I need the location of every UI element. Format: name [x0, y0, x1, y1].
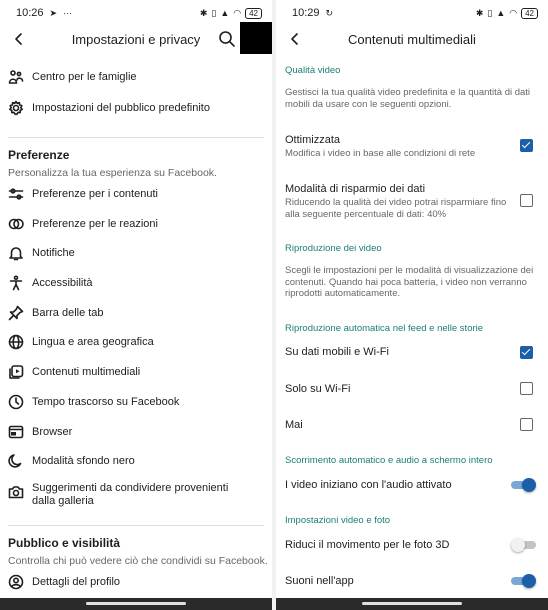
autoplay-wifi-only-checkbox[interactable]	[520, 382, 533, 395]
wifi-icon: ◠	[233, 7, 242, 18]
menu-item-label: Tempo trascorso su Facebook	[32, 395, 180, 408]
menu-item-label: Preferenze per le reazioni	[32, 217, 158, 230]
app-bar	[276, 26, 548, 52]
autoplay-option-label: Su dati mobili e Wi-Fi	[285, 346, 389, 358]
menu-item-sharing-suggestions[interactable]	[0, 480, 272, 510]
section-subtitle-audience: Controlla chi può vedere ciò che condividi su Facebook.	[8, 555, 268, 567]
menu-item-label: Notifiche	[32, 246, 75, 259]
sliders-icon	[7, 185, 25, 203]
section-title-fullscreen: Scorrimento automatico e audio a schermo intero	[285, 455, 493, 466]
option-optimized-title: Ottimizzata	[285, 134, 341, 146]
accessibility-icon	[7, 274, 25, 292]
section-description-video-quality: Gestisci la tua qualità video predefinita e la quantità di dati mobili da usare con le seguenti opzioni.	[285, 87, 531, 110]
gear-icon	[7, 99, 25, 117]
globe-icon	[7, 333, 25, 351]
menu-item-browser[interactable]	[0, 421, 272, 443]
menu-item-default-audience[interactable]	[0, 97, 272, 119]
vibrate-icon: ▯	[487, 7, 493, 18]
menu-item-label: Barra delle tab	[32, 306, 104, 319]
wifi-icon: ◠	[509, 7, 518, 18]
signal-icon: ▲	[496, 8, 506, 18]
app-bar	[0, 26, 272, 52]
pin-icon	[7, 304, 25, 322]
reduce-motion-toggle[interactable]	[511, 539, 536, 551]
autoplay-option-label: Mai	[285, 419, 303, 431]
section-title-preferences: Preferenze	[8, 148, 70, 162]
home-gesture-bar[interactable]	[362, 602, 462, 605]
section-divider	[8, 137, 264, 138]
more-dots-icon: ···	[63, 8, 73, 18]
browser-icon	[7, 423, 25, 441]
menu-item-family-center[interactable]	[0, 66, 272, 88]
data-saver-checkbox[interactable]	[520, 194, 533, 207]
family-icon	[7, 68, 25, 86]
bell-icon	[7, 244, 25, 262]
sound-on-toggle[interactable]	[511, 479, 536, 491]
menu-item-label: Contenuti multimediali	[32, 365, 141, 378]
menu-item-profile-details[interactable]	[0, 571, 272, 593]
status-bar	[0, 0, 272, 26]
status-time: 10:26	[16, 7, 44, 19]
settings-privacy-screen	[0, 0, 272, 610]
section-title-video-photo: Impostazioni video e foto	[285, 515, 391, 526]
sound-on-label: I video iniziano con l'audio attivato	[285, 479, 452, 491]
section-subtitle-preferences: Personalizza la tua esperienza su Facebook.	[8, 167, 217, 179]
menu-item-label: Lingua e area geografica	[32, 335, 154, 348]
menu-item-label: Preferenze per i contenuti	[32, 187, 158, 200]
menu-item-label: Impostazioni del pubblico predefinito	[32, 101, 210, 114]
status-bar	[276, 0, 548, 26]
telegram-icon: ➤	[49, 7, 58, 18]
status-time: 10:29	[292, 7, 320, 19]
menu-item-accessibility[interactable]	[0, 272, 272, 294]
redacted-area	[240, 22, 272, 54]
menu-item-language-region[interactable]	[0, 331, 272, 353]
media-icon	[7, 363, 25, 381]
menu-item-label: Modalità sfondo nero	[32, 454, 135, 467]
sync-icon: ↻	[325, 7, 334, 18]
section-title-audience: Pubblico e visibilità	[8, 536, 121, 550]
menu-item-tab-bar[interactable]	[0, 302, 272, 324]
menu-item-reaction-preferences[interactable]	[0, 213, 272, 235]
section-title-autoplay: Riproduzione automatica nel feed e nelle storie	[285, 323, 484, 334]
home-gesture-bar[interactable]	[86, 602, 186, 605]
bluetooth-icon: ✱	[475, 7, 484, 18]
menu-item-label: Centro per le famiglie	[32, 70, 137, 83]
system-nav-bar	[276, 598, 548, 610]
vibrate-icon: ▯	[211, 7, 217, 18]
section-divider	[8, 525, 264, 526]
autoplay-never-checkbox[interactable]	[520, 418, 533, 431]
menu-item-label: Accessibilità	[32, 276, 93, 289]
option-optimized-subtitle: Modifica i video in base alle condizioni di rete	[285, 148, 476, 159]
menu-item-media[interactable]	[0, 361, 272, 383]
media-settings-screen	[276, 0, 548, 610]
section-title-video-quality: Qualità video	[285, 65, 341, 76]
menu-item-content-preferences[interactable]	[0, 183, 272, 205]
profile-icon	[7, 573, 25, 591]
section-title-playback: Riproduzione dei video	[285, 243, 382, 254]
in-app-sounds-label: Suoni nell'app	[285, 575, 354, 587]
reaction-icon	[7, 215, 25, 233]
autoplay-mobile-wifi-checkbox[interactable]	[520, 346, 533, 359]
battery-indicator: 42	[521, 8, 538, 19]
camera-icon	[7, 483, 25, 501]
signal-icon: ▲	[220, 8, 230, 18]
system-nav-bar	[0, 598, 272, 610]
back-arrow-icon[interactable]	[284, 28, 306, 50]
section-description-playback: Scegli le impostazioni per le modalità di visualizzazione dei contenuti. Quando hai poca batteria, i video non verranno riprodotti automaticamente.	[285, 265, 534, 299]
menu-item-label: Dettagli del profilo	[32, 575, 121, 588]
menu-item-label: Suggerimenti da condividere provenienti dalla galleria	[32, 482, 229, 507]
back-arrow-icon[interactable]	[8, 28, 30, 50]
bluetooth-icon: ✱	[199, 7, 208, 18]
option-data-saver-subtitle: Riducendo la qualità dei video potrai risparmiare fino alla seguente percentuale di dati: 40%	[285, 197, 507, 220]
menu-item-time-on-facebook[interactable]	[0, 391, 272, 413]
reduce-motion-label: Riduci il movimento per le foto 3D	[285, 539, 450, 551]
optimized-checkbox[interactable]	[520, 139, 533, 152]
menu-item-dark-mode[interactable]	[0, 450, 272, 472]
in-app-sounds-toggle[interactable]	[511, 575, 536, 587]
menu-item-notifications[interactable]	[0, 242, 272, 264]
clock-icon	[7, 393, 25, 411]
autoplay-option-label: Solo su Wi-Fi	[285, 383, 351, 395]
moon-icon	[7, 452, 25, 470]
search-icon[interactable]	[216, 28, 238, 50]
page-title: Impostazioni e privacy	[71, 31, 201, 47]
menu-item-label: Browser	[32, 425, 73, 438]
battery-indicator: 42	[245, 8, 262, 19]
option-data-saver-title: Modalità di risparmio dei dati	[285, 183, 426, 195]
page-title: Contenuti multimediali	[348, 31, 476, 47]
